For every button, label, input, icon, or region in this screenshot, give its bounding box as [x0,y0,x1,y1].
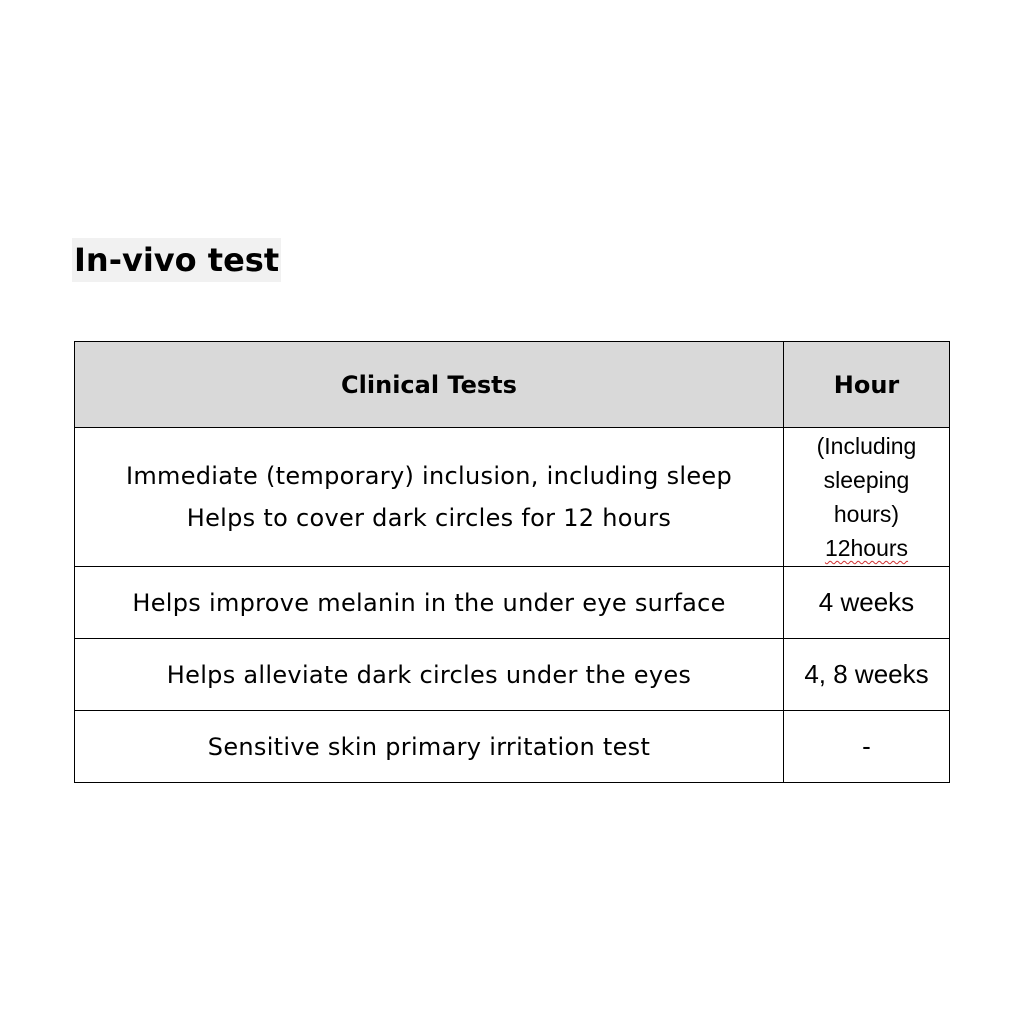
hour-line: (Including [816,433,917,459]
table-row [75,639,950,711]
header-clinical-tests: Clinical Tests [75,342,784,428]
hour-cell: 4 weeks [784,567,950,639]
test-cell: Helps alleviate dark circles under the eyes [75,639,784,711]
test-line: Helps to cover dark circles for 12 hours [186,504,672,532]
hour-cell [784,428,950,567]
hour-line: hours) [833,501,900,527]
table-header-row [75,342,950,428]
hour-cell: 4, 8 weeks [784,639,950,711]
table-row [75,428,950,567]
hour-line: sleeping [823,467,910,493]
clinical-tests-table [74,341,950,783]
page-title: In-vivo test [72,238,281,282]
test-cell [75,428,784,567]
test-cell: Sensitive skin primary irritation test [75,711,784,783]
header-hour: Hour [784,342,950,428]
test-cell: Helps improve melanin in the under eye surface [75,567,784,639]
hour-cell: - [784,711,950,783]
table-row [75,567,950,639]
hour-line: 12hours [824,535,909,561]
table-row [75,711,950,783]
test-line: Immediate (temporary) inclusion, including sleep [125,462,733,490]
